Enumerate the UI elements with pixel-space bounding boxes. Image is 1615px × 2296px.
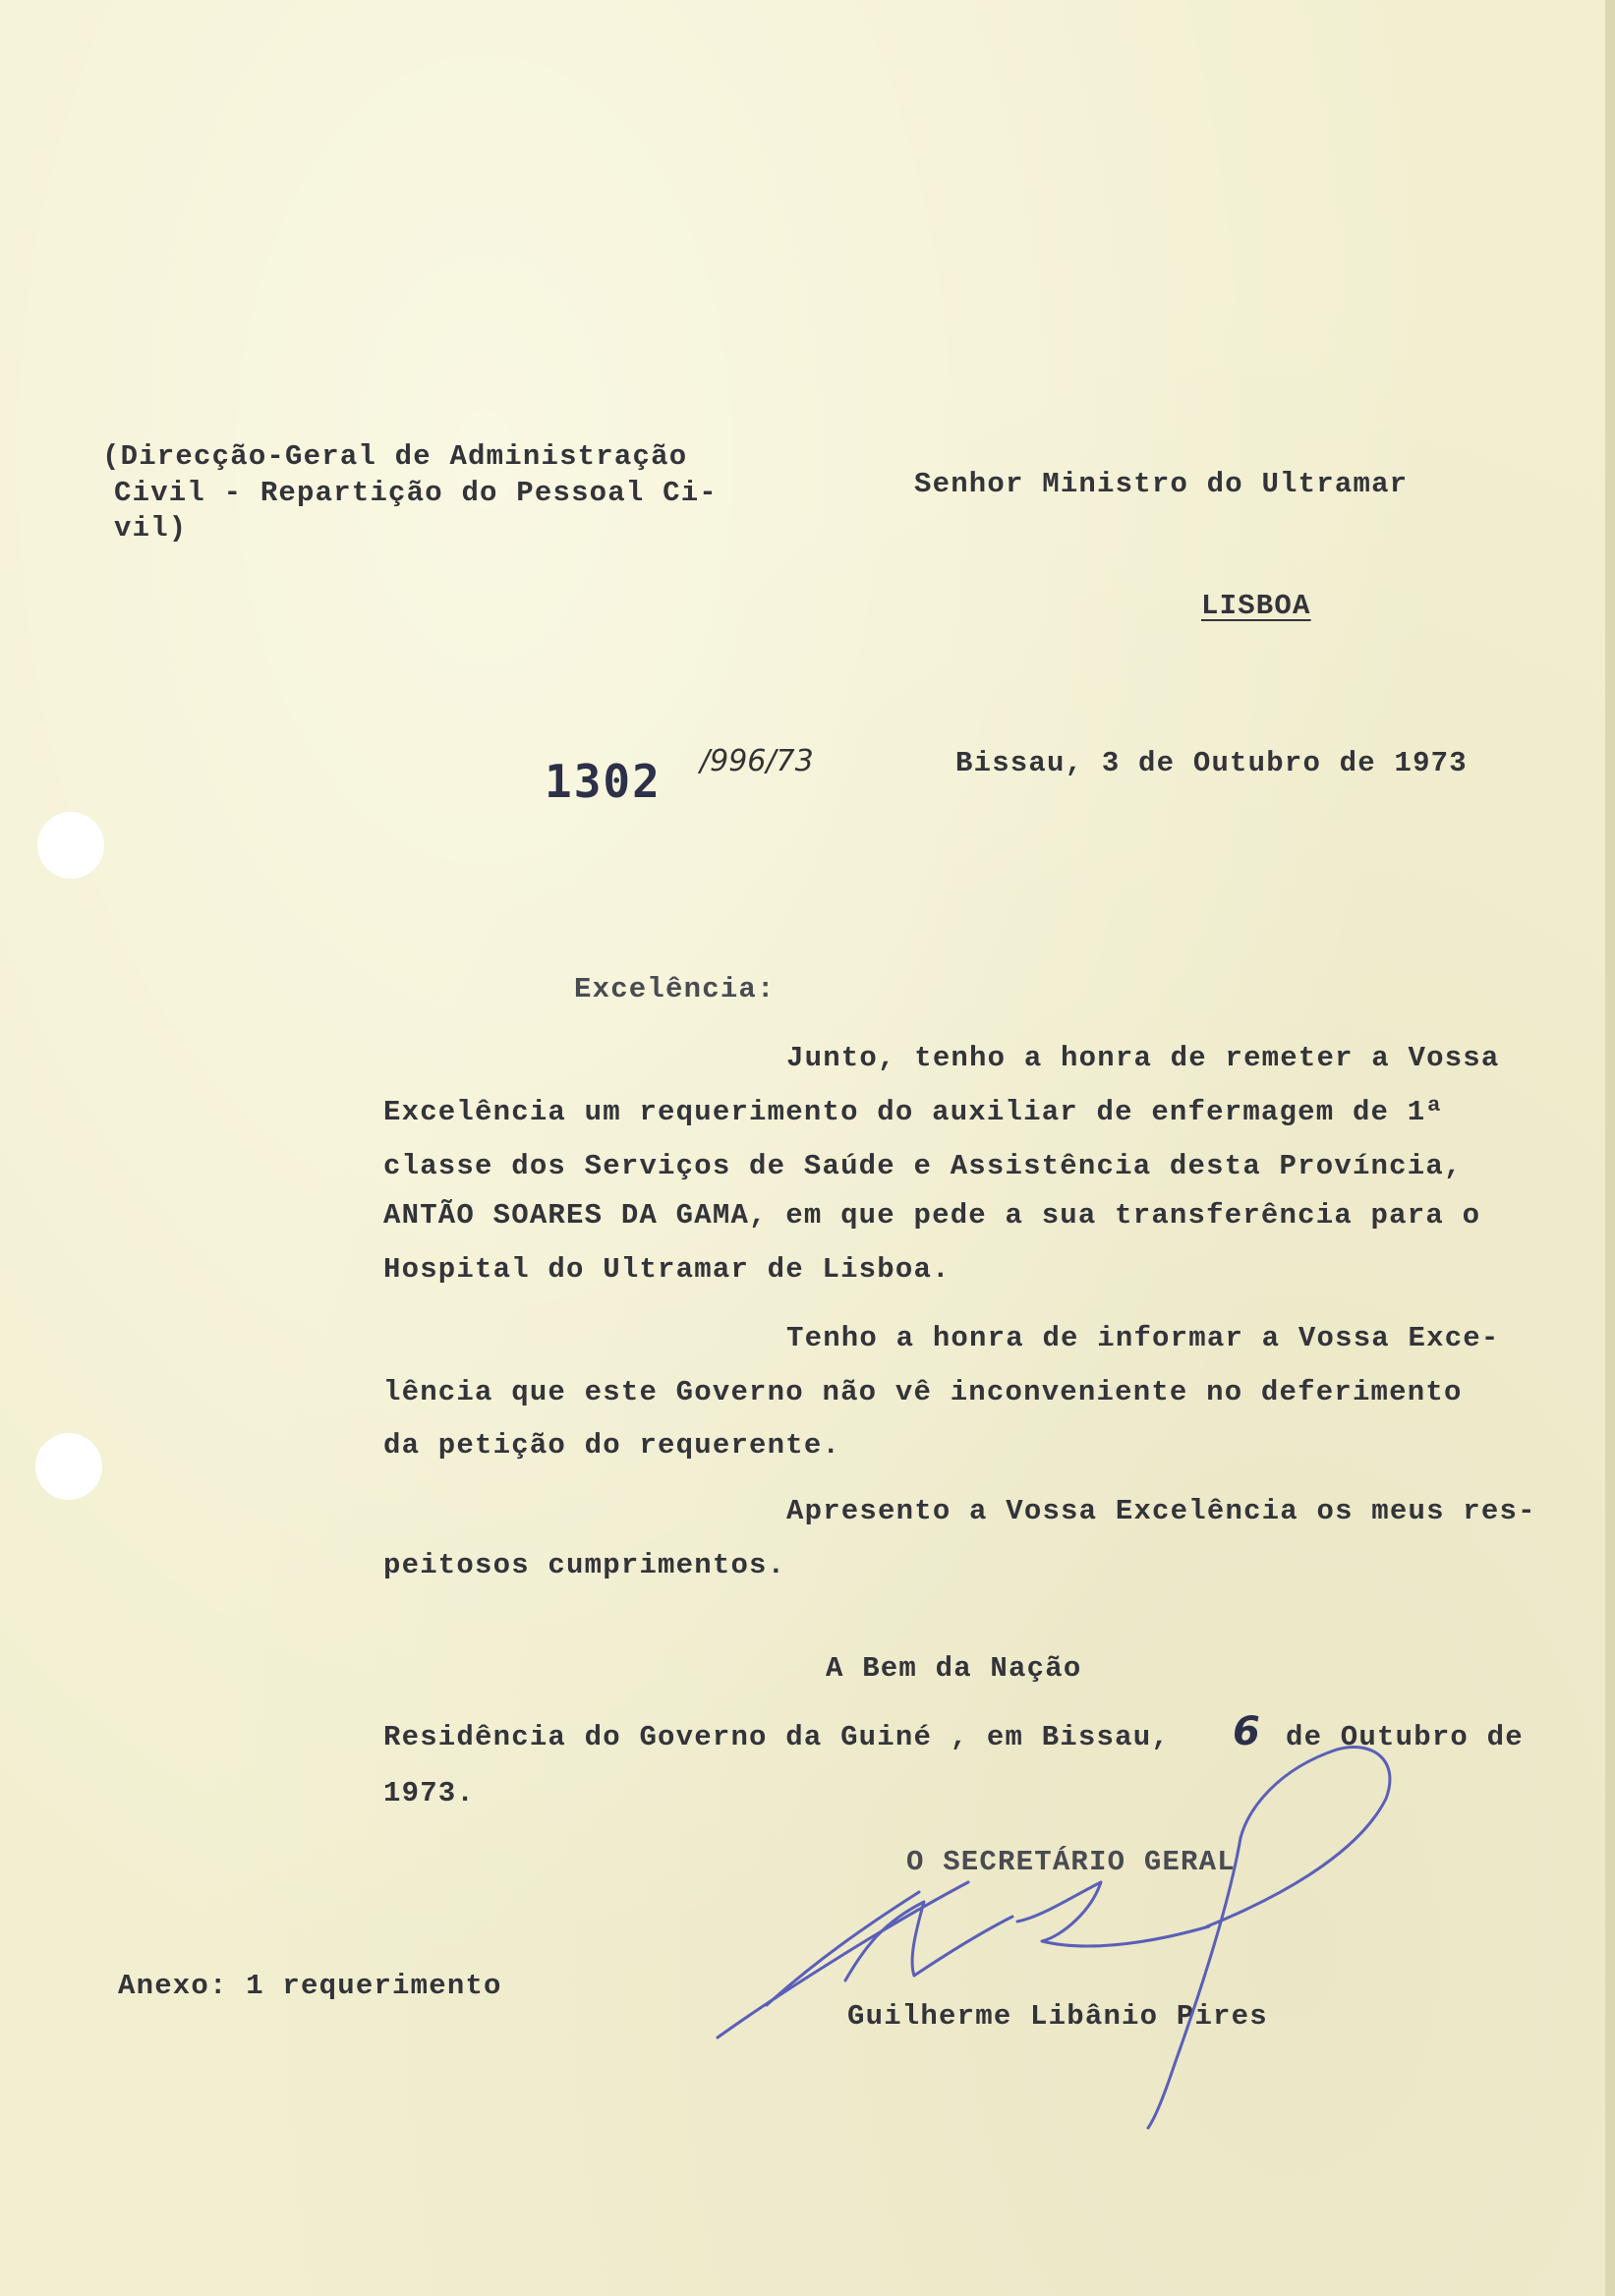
annex-note: Anexo: 1 requerimento	[118, 1970, 502, 2002]
residence-text: Residência do Governo da Guiné , em Bissau,	[383, 1721, 1170, 1753]
body-line-1: Junto, tenho a honra de remeter a Vossa	[786, 1042, 1500, 1074]
body-line-4: ANTÃO SOARES DA GAMA, em que pede a sua transferência para o	[383, 1199, 1481, 1232]
sender-line-1: (Direcção-Geral de Administração	[102, 440, 688, 473]
signature-title: O SECRETÁRIO GERAL	[906, 1846, 1236, 1878]
body-line-8: da petição do requerente.	[383, 1429, 841, 1462]
sender-line-2: Civil - Repartição do Pessoal Ci-	[114, 477, 718, 509]
closing: A Bem da Nação	[826, 1652, 1082, 1685]
body-line-2: Excelência um requerimento do auxiliar de enfermagem de 1ª	[383, 1096, 1444, 1128]
signatory-name: Guilherme Libânio Pires	[847, 2000, 1268, 2033]
sender-line-3: vil)	[114, 512, 188, 545]
reference-stamp-number: 1302	[545, 755, 662, 808]
residence-day-handwritten: 6	[1233, 1709, 1262, 1754]
body-line-3: classe dos Serviços de Saúde e Assistência desta Província,	[383, 1150, 1463, 1182]
body-line-9: Apresento a Vossa Excelência os meus res-	[786, 1495, 1536, 1527]
residence-month: de Outubro de	[1286, 1721, 1524, 1753]
body-line-7: lência que este Governo não vê inconveniente no deferimento	[383, 1376, 1463, 1408]
reference-handwritten: /996/73	[700, 744, 814, 778]
residence-year: 1973.	[383, 1777, 476, 1809]
body-line-10: peitosos cumprimentos.	[383, 1549, 786, 1581]
salutation: Excelência:	[574, 973, 776, 1005]
date-line: Bissau, 3 de Outubro de 1973	[955, 747, 1468, 779]
body-line-6: Tenho a honra de informar a Vossa Exce-	[786, 1322, 1500, 1354]
addressee: Senhor Ministro do Ultramar	[914, 468, 1409, 500]
city: LISBOA	[1201, 590, 1311, 622]
body-line-5: Hospital do Ultramar de Lisboa.	[383, 1253, 951, 1286]
